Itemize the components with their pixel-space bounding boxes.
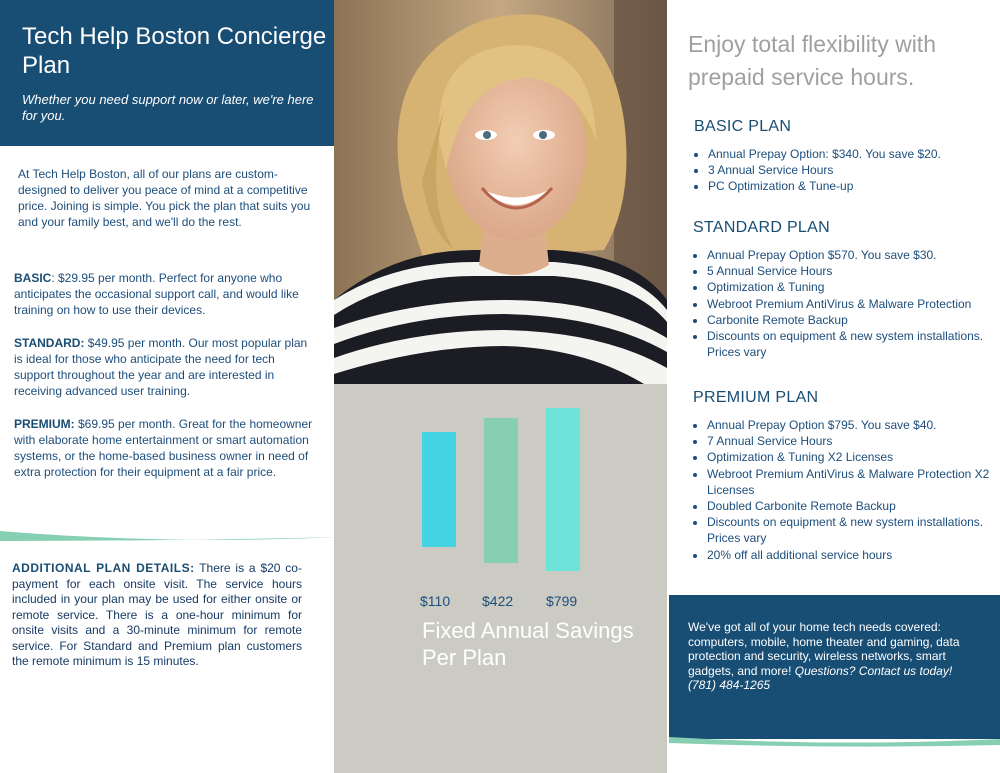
premium-plan-heading: PREMIUM PLAN <box>693 389 819 406</box>
footer-cta: Questions? Contact us today! <box>794 663 953 678</box>
savings-bar-premium <box>546 408 580 571</box>
savings-label-standard: $422 <box>482 593 514 609</box>
premium-plan-features <box>693 417 993 563</box>
standard-plan-name: STANDARD: <box>14 336 85 350</box>
feature-item: • Annual Prepay Option $795. You save $40. <box>707 417 993 433</box>
basic-plan-section <box>694 118 994 195</box>
feature-item: • Annual Prepay Option $570. You save $30. <box>707 247 993 263</box>
standard-plan-heading: STANDARD PLAN <box>693 219 830 236</box>
teal-swoosh-right <box>669 735 1000 749</box>
savings-label-premium: $799 <box>546 593 578 609</box>
savings-label-basic: $110 <box>420 593 451 609</box>
brochure-subtitle: Whether you need support now or later, we're here for you. <box>22 92 314 123</box>
basic-plan-name: BASIC <box>14 271 52 285</box>
savings-bar-basic <box>422 432 456 547</box>
basic-plan-description <box>14 270 316 318</box>
contact-footer-text <box>688 620 988 693</box>
premium-plan-name: PREMIUM: <box>14 417 75 431</box>
feature-item: • Discounts on equipment & new system installations. Prices vary <box>707 328 993 360</box>
feature-item: • Webroot Premium AntiVirus & Malware Protection <box>707 296 993 312</box>
additional-plan-details <box>12 561 302 670</box>
additional-text: There is a $20 co-payment for each onsite visit. The service hours included in your plan may be used for either onsite or remote service. There is a one-hour minimum for onsite visits and a 30-minute minimum for remote service. For Standard and Premium plan customers the remote minimum is 15 minutes. <box>12 561 302 668</box>
brochure-title: Tech Help Boston Concierge Plan <box>22 23 327 79</box>
feature-item: • Discounts on equipment & new system installations. Prices vary <box>707 514 993 546</box>
premium-plan-section <box>693 389 993 563</box>
smiling-woman-photo <box>334 0 667 384</box>
basic-plan-heading: BASIC PLAN <box>694 118 792 135</box>
standard-plan-section <box>693 219 993 360</box>
teal-swoosh-left <box>0 525 340 545</box>
savings-chart-caption: Fixed Annual Savings Per Plan <box>422 618 634 670</box>
feature-item: • 20% off all additional service hours <box>707 547 993 563</box>
standard-plan-description <box>14 335 316 399</box>
feature-item: • Doubled Carbonite Remote Backup <box>707 498 993 514</box>
standard-plan-text: $49.95 per month. Our most popular plan is ideal for those who anticipate the need for tech support throughout the year and are interested in receiving advanced user training. <box>14 336 308 398</box>
feature-item: • 3 Annual Service Hours <box>708 162 994 178</box>
feature-item: • PC Optimization & Tune-up <box>708 178 994 194</box>
basic-plan-text: : $29.95 per month. Perfect for anyone who anticipates the occasional support call, and would like training on how to use their devices. <box>14 271 299 317</box>
feature-item: • 7 Annual Service Hours <box>707 433 993 449</box>
feature-item: • 5 Annual Service Hours <box>707 263 993 279</box>
premium-plan-text: $69.95 per month. Great for the homeowner with elaborate home entertainment or smart automation systems, or the home-based business owner in need of extra protection for their equipment at a fair price. <box>14 417 313 479</box>
feature-item: • Carbonite Remote Backup <box>707 312 993 328</box>
feature-item: • Optimization & Tuning <box>707 279 993 295</box>
footer-description: We've got all of your home tech needs covered: computers, mobile, home theater and gaming, data protection and security, wireless networks, smart gadgets, and more! <box>688 620 960 678</box>
premium-plan-description <box>14 416 316 480</box>
intro-paragraph: At Tech Help Boston, all of our plans are custom-designed to deliver you peace of mind at a competitive price. Joining is simple. You pick the plan that suits you and your family best, and we'll do the rest. <box>18 167 311 229</box>
flexibility-headline: Enjoy total flexibility with prepaid service hours. <box>688 31 936 90</box>
feature-item: • Optimization & Tuning X2 Licenses <box>707 449 993 465</box>
savings-bar-standard <box>484 418 518 563</box>
basic-plan-features <box>694 146 994 195</box>
standard-plan-features <box>693 247 993 360</box>
additional-heading: ADDITIONAL PLAN DETAILS: <box>12 561 195 575</box>
feature-item: • Webroot Premium AntiVirus & Malware Protection X2 Licenses <box>707 466 993 498</box>
feature-item: • Annual Prepay Option: $340. You save $20. <box>708 146 994 162</box>
phone-number: (781) 484-1265 <box>688 678 771 692</box>
